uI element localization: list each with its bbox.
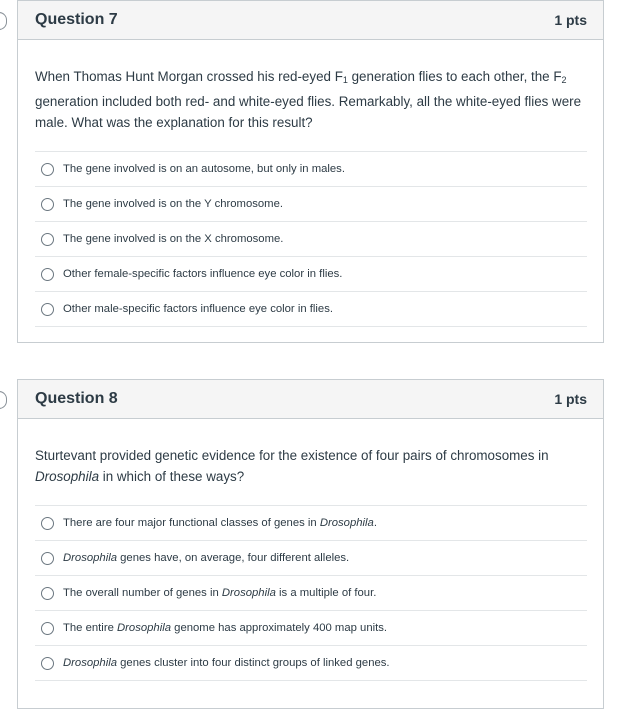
answer-label: Other female-specific factors influence eye color in flies. <box>63 268 343 280</box>
question-flag-marker[interactable] <box>0 391 7 409</box>
radio-button[interactable] <box>41 198 54 211</box>
question-text <box>18 66 603 133</box>
question-text-emphasis: Drosophila <box>35 469 100 484</box>
answer-text-part: . <box>373 517 377 529</box>
answer-option[interactable] <box>35 541 587 576</box>
answer-list <box>35 505 587 681</box>
question-text-part: Sturtevant provided genetic evidence for the existence of four pairs of chromosomes in <box>35 448 549 463</box>
question-header <box>18 1 603 40</box>
answer-text-part: genes cluster into four distinct groups of linked genes. <box>117 657 390 669</box>
radio-button[interactable] <box>41 657 54 670</box>
answer-option[interactable] <box>35 611 587 646</box>
answer-label <box>63 657 390 669</box>
subscript: 2 <box>561 75 567 85</box>
answer-option[interactable] <box>35 646 587 681</box>
answer-option[interactable] <box>35 292 587 327</box>
answer-option[interactable] <box>35 152 587 187</box>
answer-option[interactable] <box>35 576 587 611</box>
radio-button[interactable] <box>41 163 54 176</box>
answer-text-emphasis: Drosophila <box>63 657 118 669</box>
answer-label: Other male-specific factors influence eye color in flies. <box>63 303 333 315</box>
radio-button[interactable] <box>41 552 54 565</box>
answer-text-part: The overall number of genes in <box>63 587 222 599</box>
question-flag-marker[interactable] <box>0 12 7 30</box>
answer-label <box>63 517 377 529</box>
answer-label <box>63 587 376 599</box>
answer-label: The gene involved is on the X chromosome. <box>63 233 284 245</box>
answer-option[interactable] <box>35 222 587 257</box>
question-8-card <box>17 379 604 709</box>
question-points: 1 pts <box>554 12 587 28</box>
radio-button[interactable] <box>41 587 54 600</box>
answer-text-part: genome has approximately 400 map units. <box>171 622 388 634</box>
answer-text-emphasis: Drosophila <box>117 622 172 634</box>
question-text-part: generation flies to each other, the F <box>347 69 562 84</box>
question-text-part: generation included both red- and white-eyed flies. Remarkably, all the white-eyed flies were male. What was the explanation for this result? <box>35 94 582 130</box>
answer-text-emphasis: Drosophila <box>63 552 118 564</box>
answer-label: The gene involved is on the Y chromosome. <box>63 198 284 210</box>
question-text-part: When Thomas Hunt Morgan crossed his red-eyed F <box>35 69 343 84</box>
radio-button[interactable] <box>41 622 54 635</box>
answer-label: The gene involved is on an autosome, but only in males. <box>63 163 345 175</box>
question-header <box>18 380 603 419</box>
answer-text-part: genes have, on average, four different alleles. <box>117 552 350 564</box>
question-points: 1 pts <box>554 391 587 407</box>
answer-option[interactable] <box>35 257 587 292</box>
answer-text-emphasis: Drosophila <box>319 517 374 529</box>
answer-label <box>63 552 349 564</box>
answer-label <box>63 622 387 634</box>
question-text-part: in which of these ways? <box>99 469 245 484</box>
question-title: Question 8 <box>35 390 118 407</box>
radio-button[interactable] <box>41 268 54 281</box>
answer-list <box>35 151 587 327</box>
question-7-card <box>17 0 604 343</box>
radio-button[interactable] <box>41 303 54 316</box>
question-text <box>18 445 603 487</box>
subscript: 1 <box>342 75 348 85</box>
answer-text-part: There are four major functional classes of genes in <box>63 517 320 529</box>
radio-button[interactable] <box>41 517 54 530</box>
answer-option[interactable] <box>35 187 587 222</box>
answer-text-part: The entire <box>63 622 118 634</box>
answer-text-emphasis: Drosophila <box>221 587 276 599</box>
answer-text-part: is a multiple of four. <box>275 587 377 599</box>
radio-button[interactable] <box>41 233 54 246</box>
question-title: Question 7 <box>35 11 118 28</box>
answer-option[interactable] <box>35 506 587 541</box>
